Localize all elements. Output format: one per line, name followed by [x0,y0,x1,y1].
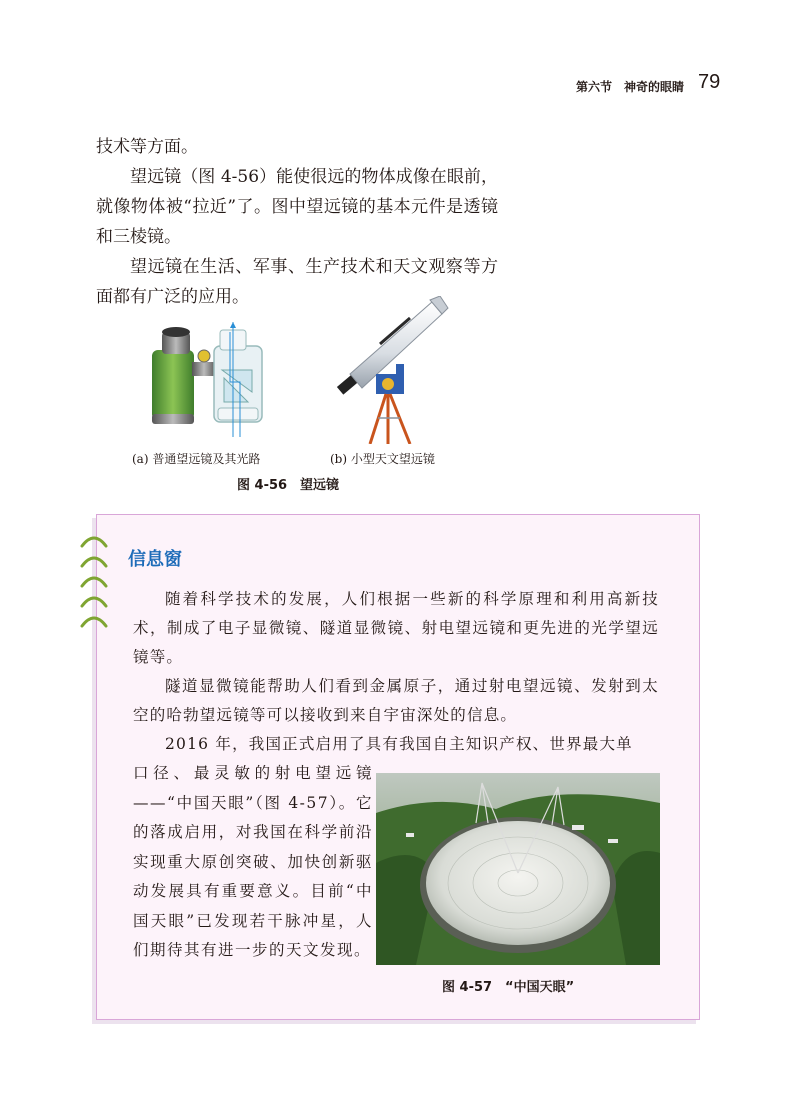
binoculars-illustration [140,322,275,437]
figure-title: 图 4-56 望远镜 [237,478,340,493]
astronomical-telescope-illustration [320,296,450,444]
paragraph-1: 技术等方面。 [96,137,198,157]
page-number: 79 [698,71,721,93]
fast-radio-telescope-photo [376,773,660,965]
info-window-text [133,585,659,759]
binder-rings-icon [74,530,114,630]
figure-caption-a: (a) 普通望远镜及其光路 [132,452,261,466]
paragraph-2: 望远镜（图 4-56）能使很远的物体成像在眼前，就像物体被“拉近”了。图中望远镜的基本元件是透镜和三棱镜。 [96,167,498,247]
fast-figure-caption: 图 4-57 “中国天眼” [442,980,575,995]
info-window-title: 信息窗 [128,549,182,570]
section-title: 第六节 神奇的眼睛 [576,80,685,94]
info-wrap-text: 口径、最灵敏的射电望远镜——“中国天眼”（图 4-57）。它的落成启用，对我国在科学前沿实现重大原创突破、加快创新驱动发展具有重要意义。目前“中国天眼”已发现若干脉冲星，人们期待其有进一步的天文发现。 [133,764,373,959]
info-paragraph-2: 隧道显微镜能帮助人们看到金属原子，通过射电望远镜、发射到太空的哈勃望远镜等可以接收到来自宇宙深处的信息。 [133,677,659,724]
figure-caption-b: (b) 小型天文望远镜 [330,452,435,466]
info-paragraph-1: 随着科学技术的发展，人们根据一些新的科学原理和利用高新技术，制成了电子显微镜、隧道显微镜、射电望远镜和更先进的光学望远镜等。 [133,590,659,666]
body-text [96,132,498,312]
info-paragraph-3: 2016 年，我国正式启用了具有我国自主知识产权、世界最大单 [165,735,633,753]
paragraph-3: 望远镜在生活、军事、生产技术和天文观察等方面都有广泛的应用。 [96,257,498,307]
